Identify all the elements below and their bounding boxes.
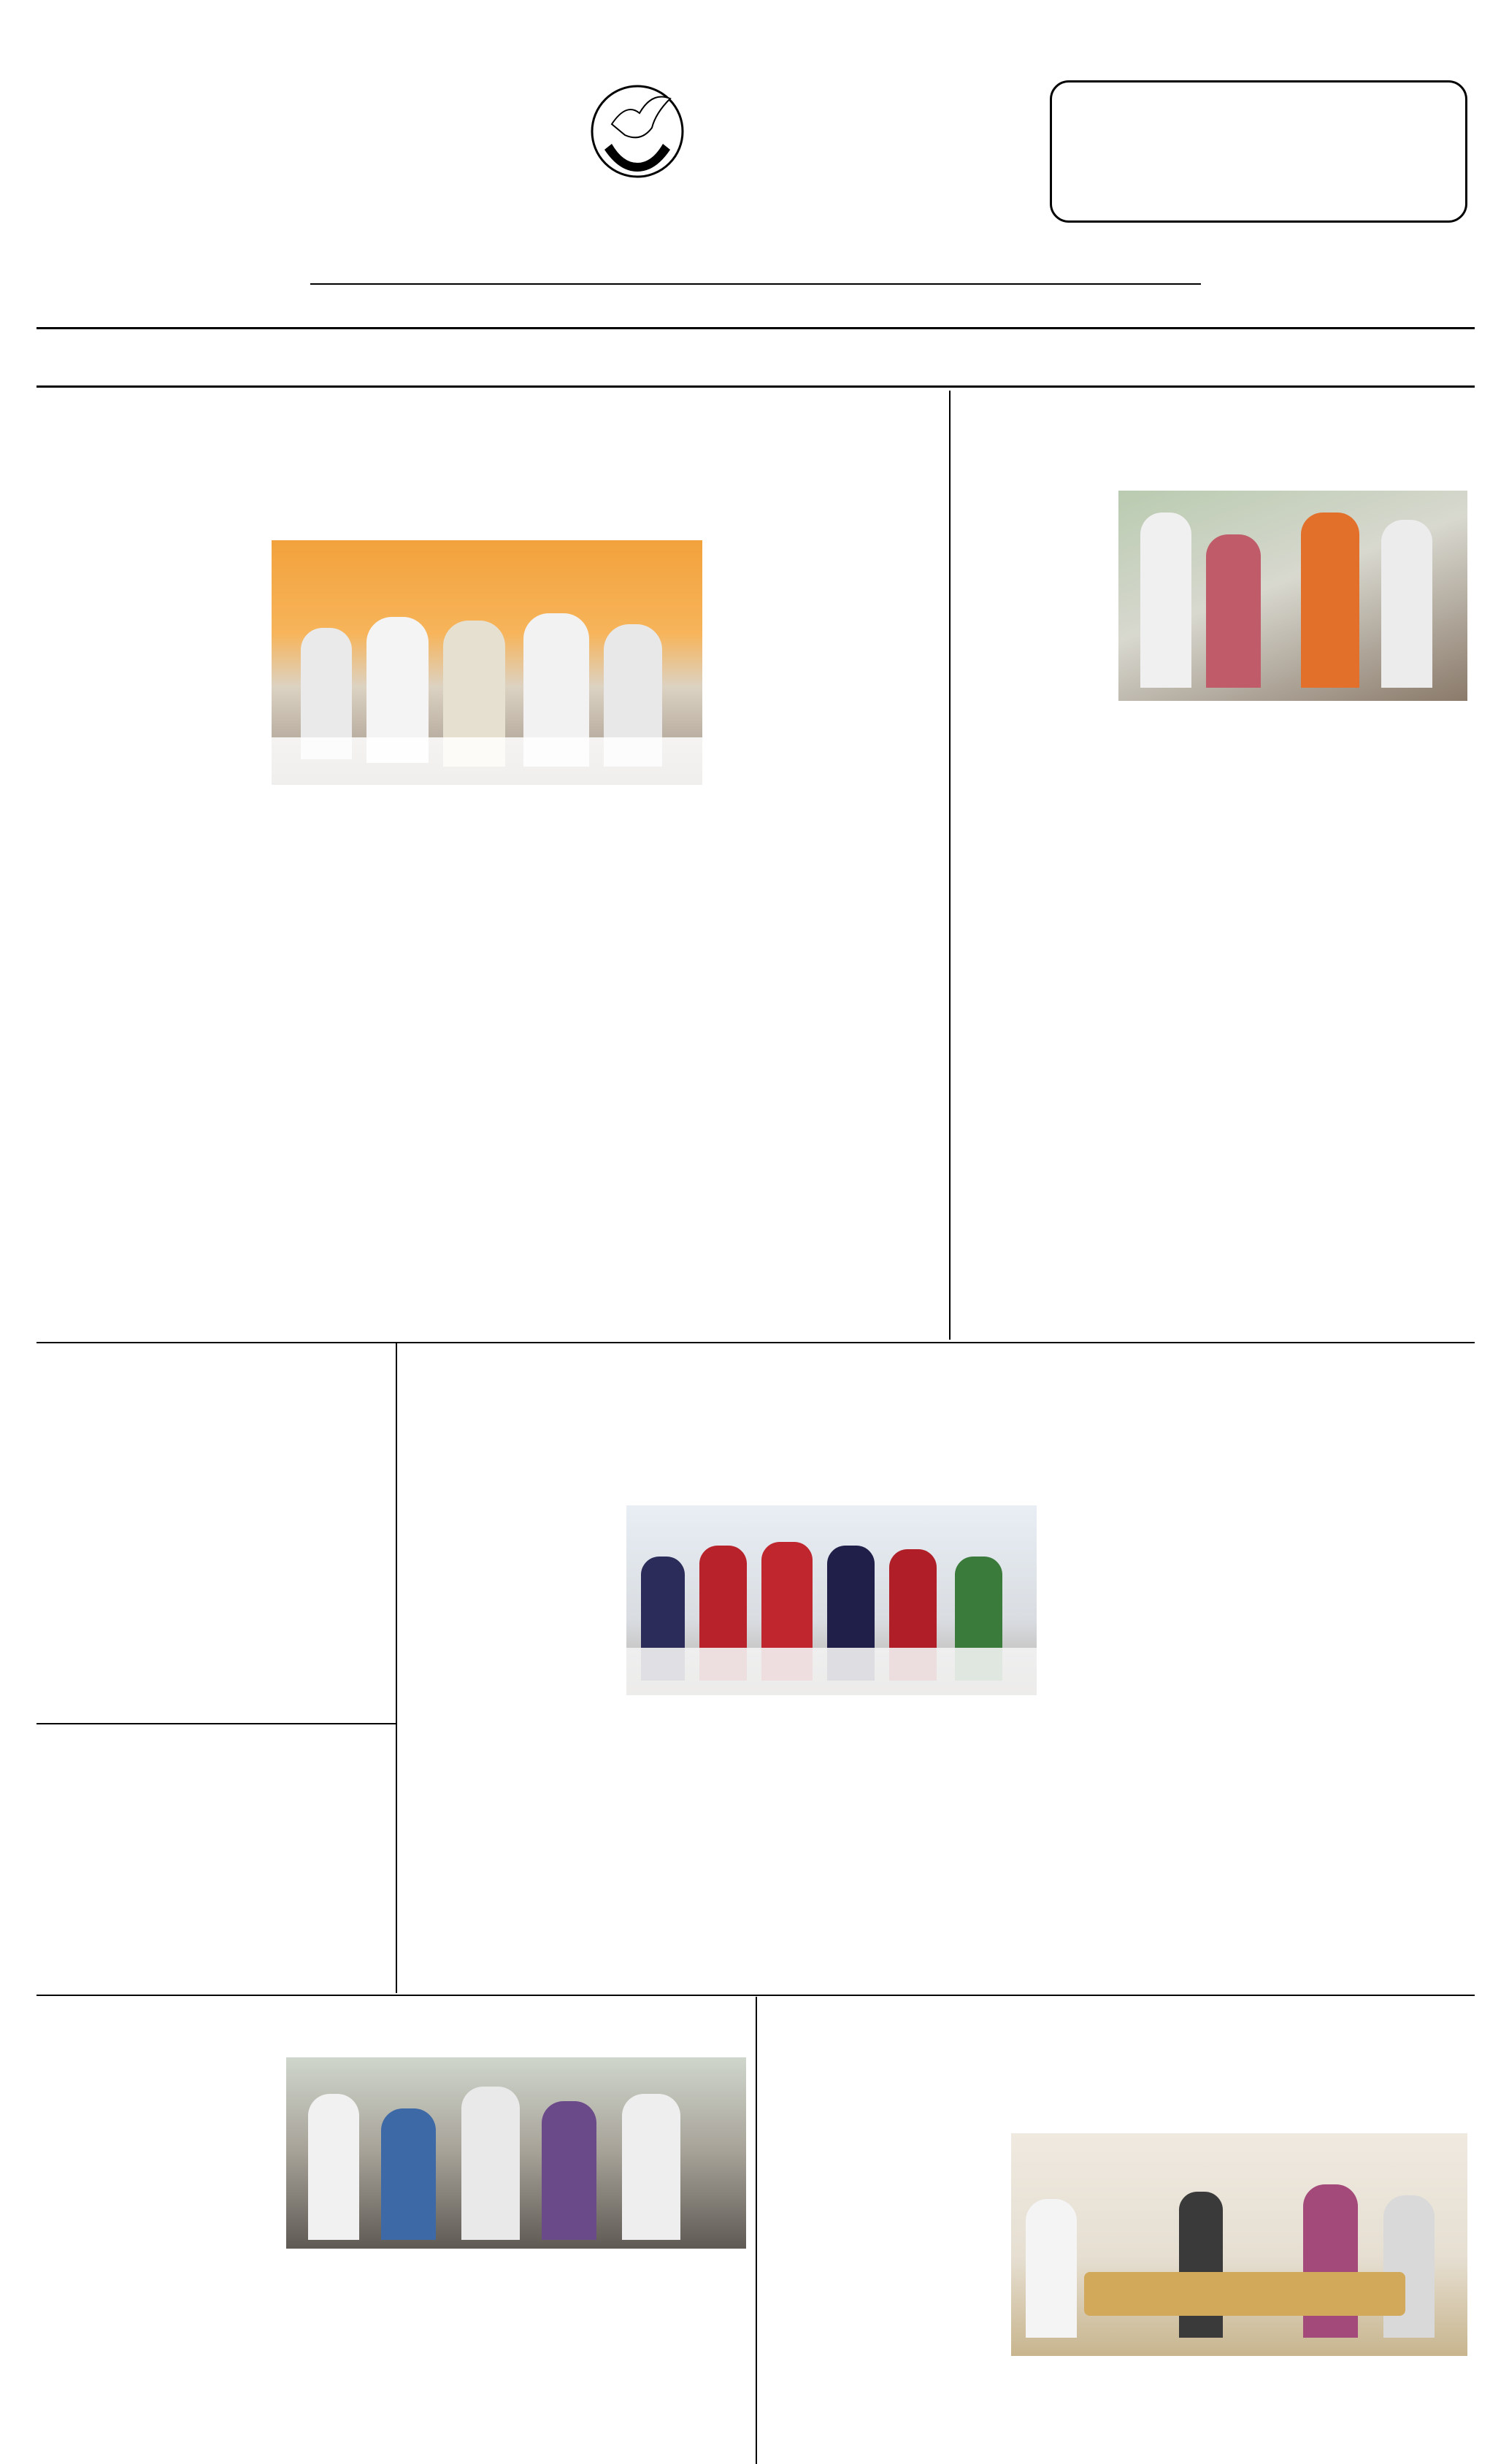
a2-col1 <box>958 488 1111 699</box>
a6-photo <box>286 2057 746 2249</box>
dove-emblem <box>583 62 692 201</box>
rule-row1 <box>37 1342 1475 1343</box>
a2-col3 <box>1224 710 1467 1334</box>
a3-body <box>44 1387 387 1716</box>
contact-box <box>1050 80 1467 223</box>
infobar-top-rule <box>37 327 1475 329</box>
divider-a6-a7 <box>756 1997 757 2464</box>
a1-photo <box>272 540 702 785</box>
a2-col2 <box>958 710 1213 1334</box>
a6-col2 <box>286 2256 509 2457</box>
a1-photo-caption <box>272 792 702 1332</box>
a5-col1 <box>405 1497 624 1986</box>
a5-col5 <box>1262 1497 1469 1986</box>
a6-col1 <box>44 2050 277 2455</box>
tagline-arrow <box>310 283 1201 285</box>
rule-a3-a4 <box>37 1723 396 1724</box>
a7-col1 <box>765 2117 1006 2460</box>
a2-photo <box>1118 491 1467 701</box>
a1-col3 <box>712 522 942 1332</box>
a5-col4 <box>1045 1497 1253 1986</box>
a6-col3 <box>520 2256 746 2457</box>
divider-a3-a5 <box>396 1343 397 1993</box>
a5-col2 <box>626 1703 823 1987</box>
a5-photo <box>626 1505 1037 1695</box>
a7-photo <box>1011 2133 1467 2356</box>
a4-body <box>44 1770 387 1989</box>
divider-a1-a2 <box>949 391 951 1340</box>
rule-row2 <box>37 1995 1475 1996</box>
infobar-bottom-rule <box>37 385 1475 388</box>
a7-col3 <box>1245 2364 1467 2459</box>
a1-col1 <box>44 522 263 1332</box>
a5-col3 <box>836 1703 1037 1987</box>
a7-col2 <box>1011 2364 1230 2459</box>
